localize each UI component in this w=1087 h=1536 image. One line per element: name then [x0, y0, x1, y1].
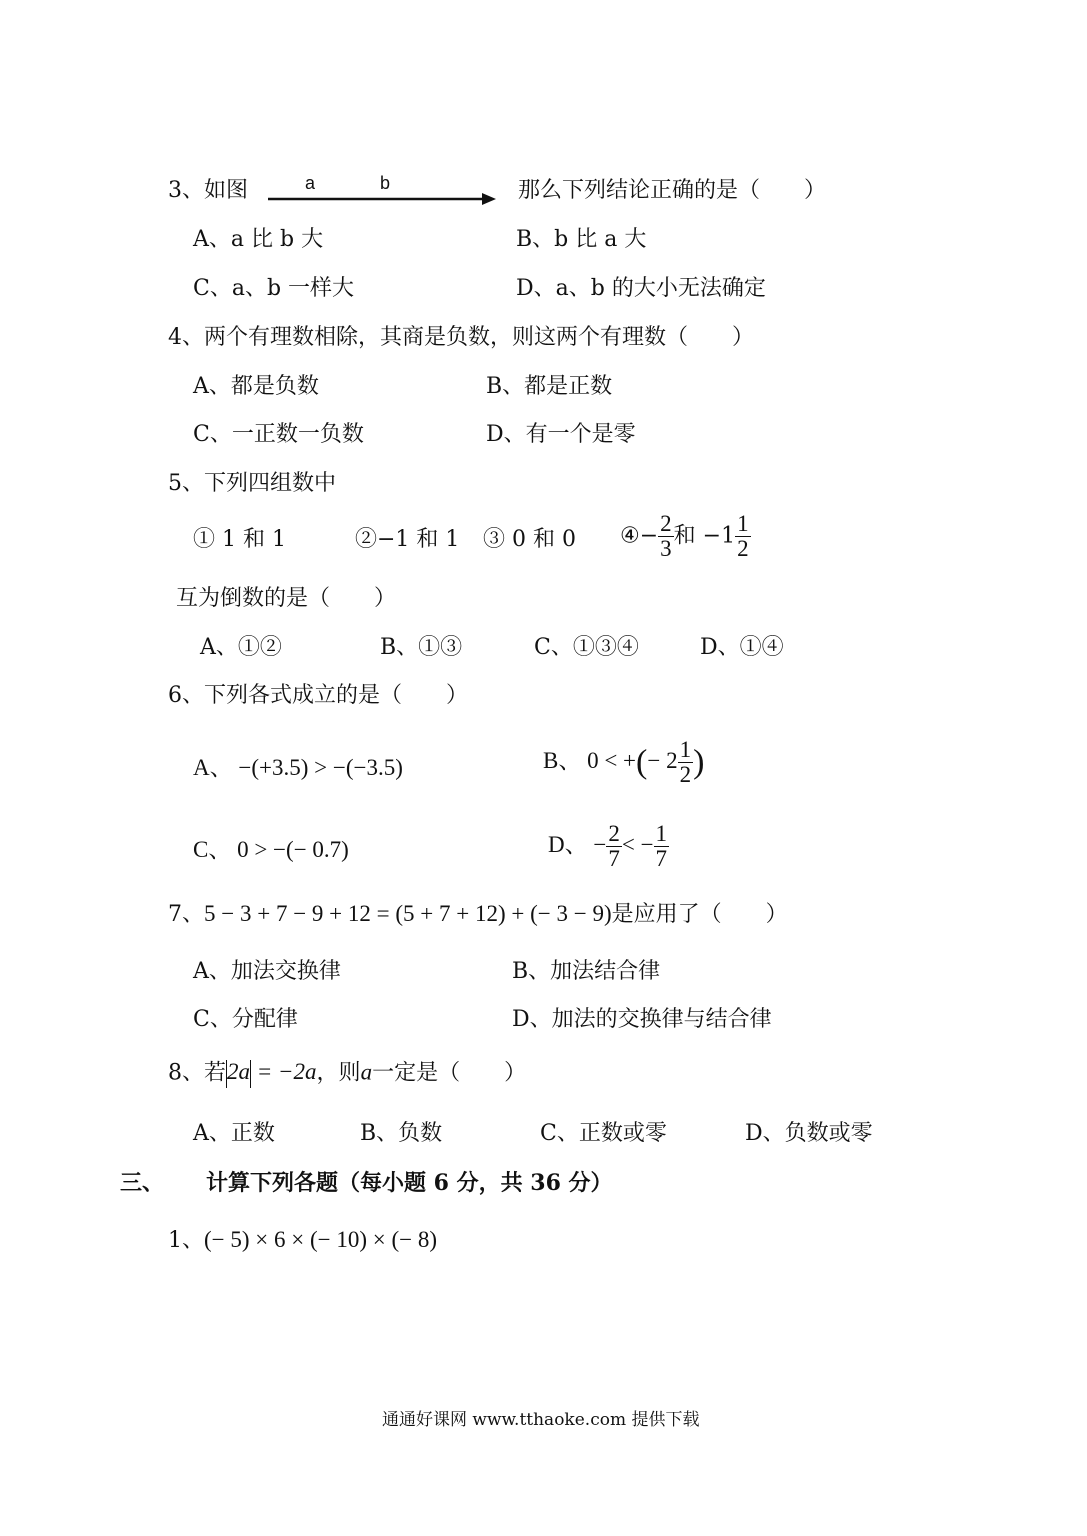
fraction-numerator: 2: [608, 821, 620, 846]
q5-option-d: D、①④: [700, 635, 784, 660]
calc-1-expression: (− 5) × 6 × (− 10) × (− 8): [204, 1227, 438, 1252]
q8-abs-inner: 2a: [227, 1059, 250, 1085]
q5-option-c: C、①③④: [534, 635, 639, 660]
point-a-label: a: [305, 173, 316, 193]
calc-1-number: 1、: [168, 1228, 204, 1253]
q7-option-b: B、加法结合律: [512, 959, 661, 984]
calc-1: [168, 1228, 437, 1252]
q5-option-a: A、①②: [200, 635, 282, 660]
fraction: [607, 822, 621, 871]
fraction-numerator: 1: [655, 821, 668, 846]
q7-option-c: C、分配律: [193, 1007, 298, 1032]
q6-option-c: C、 0 > −(− 0.7): [193, 837, 349, 862]
q8-option-a: A、正数: [193, 1121, 275, 1146]
q3-tail: 那么下列结论正确的是（ ）: [518, 178, 827, 203]
fraction-numerator: 1: [737, 511, 749, 536]
q5-group-1: ① 1 和 1: [193, 527, 286, 552]
fraction: [655, 822, 669, 871]
fraction-denominator: 7: [655, 846, 668, 872]
q5-group-2: ②−1 和 1: [355, 527, 460, 552]
q6-option-a: A、 −(+3.5) > −(−3.5): [193, 755, 403, 780]
q3-option-a: A、a 比 b 大: [193, 227, 324, 252]
fraction: [736, 512, 750, 561]
q4-option-b: B、都是正数: [486, 374, 613, 399]
q6-option-b-inner: − 2: [647, 747, 678, 773]
q5-group-4-prefix: ④−: [620, 523, 659, 549]
q3-stem: 3、如图: [168, 178, 248, 203]
q5-group-4-mid: 和 −1: [673, 523, 736, 549]
q8-prefix: 8、若: [168, 1060, 226, 1086]
q8-option-b: B、负数: [360, 1121, 443, 1146]
q8-stem: [168, 1060, 526, 1088]
q8-variable: a: [360, 1059, 373, 1085]
q7-tail: 是应用了（ ）: [611, 902, 788, 927]
page-footer: 通通好课网 www.tthaoke.com 提供下载: [382, 1410, 700, 1430]
q4-option-c: C、一正数一负数: [193, 422, 364, 447]
q5-ask: 互为倒数的是（ ）: [176, 586, 397, 611]
q4-option-d: D、有一个是零: [486, 422, 636, 447]
q7-option-d: D、加法的交换律与结合律: [512, 1007, 772, 1032]
q3-option-d: D、a、b 的大小无法确定: [516, 276, 766, 301]
q5-stem: 5、下列四组数中: [168, 471, 336, 496]
q5-group-4: [620, 512, 751, 561]
section-number: 三、: [120, 1170, 165, 1196]
q6-option-d-prefix: D、 −: [548, 831, 607, 857]
q3-option-c: C、a、b 一样大: [193, 276, 355, 301]
point-b-label: b: [380, 173, 391, 193]
q3-option-b: B、b 比 a 大: [516, 227, 647, 252]
fraction-denominator: 2: [737, 536, 749, 562]
q8-tail: 一定是（ ）: [372, 1060, 527, 1086]
q4-stem: 4、两个有理数相除，其商是负数，则这两个有理数（ ）: [168, 325, 754, 350]
fraction-denominator: 2: [679, 762, 692, 788]
q7-option-a: A、加法交换律: [193, 959, 341, 984]
abs-bar-right: [250, 1060, 251, 1088]
q7-number: 7、: [168, 902, 204, 927]
q8-option-c: C、正数或零: [540, 1121, 667, 1146]
q5-group-3: ③ 0 和 0: [483, 527, 576, 552]
fraction: [679, 738, 693, 787]
fraction-numerator: 1: [679, 737, 692, 762]
fraction-denominator: 7: [608, 846, 620, 872]
q8-option-d: D、负数或零: [745, 1121, 873, 1146]
fraction: [659, 512, 673, 561]
q5-option-b: B、①③: [380, 635, 463, 660]
q8-equation: = −2a: [256, 1059, 317, 1085]
section-title: 计算下列各题（每小题 6 分，共 36 分）: [206, 1170, 613, 1196]
q6-option-d-mid: < −: [621, 831, 654, 857]
q6-option-b: B、 0 < +(− 2 $\frac{1}{2}$ ): [543, 737, 705, 788]
q8-mid: ，则: [316, 1060, 361, 1086]
q6-option-b-prefix: B、 0 < +: [543, 747, 637, 773]
q4-option-a: A、都是负数: [193, 374, 319, 399]
fraction-denominator: 3: [660, 536, 672, 562]
q7-stem: [168, 902, 788, 926]
q6-option-d: [548, 822, 669, 871]
q7-expression: 5 − 3 + 7 − 9 + 12 = (5 + 7 + 12) + (− 3 − 9): [204, 901, 612, 926]
q6-stem: 6、下列各式成立的是（ ）: [168, 683, 468, 708]
fraction-numerator: 2: [660, 511, 672, 536]
